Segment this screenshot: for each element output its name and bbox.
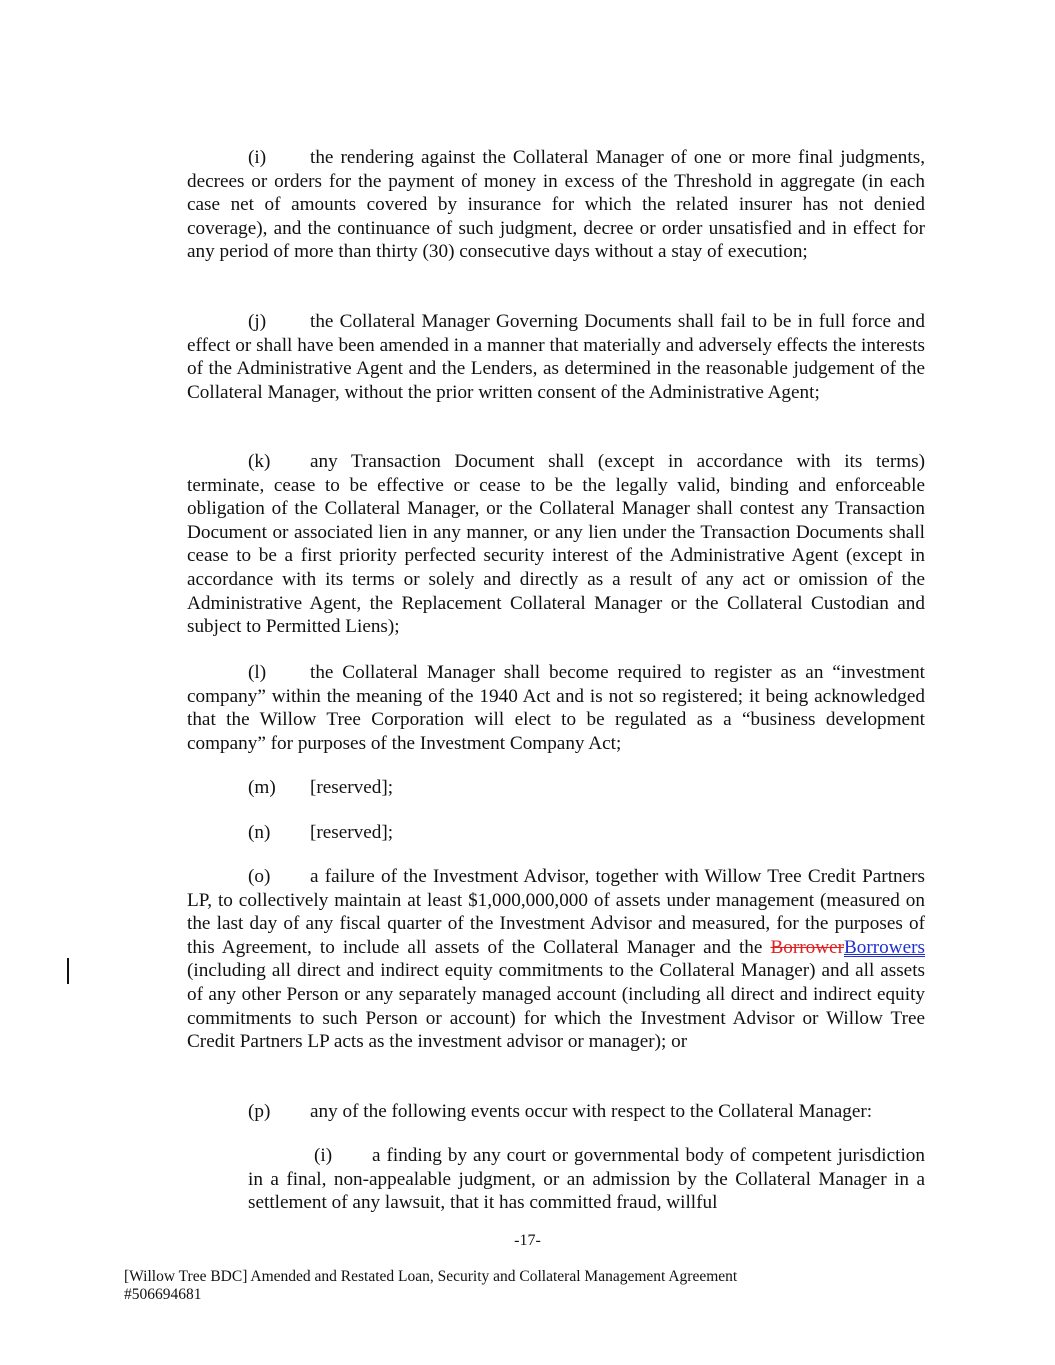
clause-text: any Transaction Document shall (except in accordance with its terms) terminate, cease to be effective or cease to be the legally valid, binding and enforceable obligation of the Collateral Manager, or the Collateral Manager shall contest any Transaction Document or associated lien in any manner, or any lien under the Transaction Documents shall cease to be a first priority perfected security interest of the Administrative Agent (except in accordance with its terms or solely and directly as a result of any act or omission of the Administrative Agent, the Replacement Collateral Manager or the Collateral Custodian and subject to Permitted Liens); [187, 451, 925, 638]
clause-text: the Collateral Manager shall become required to register as an “investment company” within the meaning of the 1940 Act and is not so registered; it being acknowledged that the Willow Tree Corporation will elect to be regulated as a “business development company” for purposes of the Investment Company Act; [187, 662, 925, 754]
clause-p [248, 1100, 872, 1124]
change-bar-marker [67, 958, 69, 984]
clause-text: the rendering against the Collateral Manager of one or more final judgments, decrees or orders for the payment of money in excess of the Threshold in aggregate (in each case net of amounts covered by insurance for which the related insurer has not denied coverage), and the continuance of such judgment, decree or order unsatisfied and in effect for any period of more than thirty (30) consecutive days without a stay of execution; [187, 147, 925, 263]
page-number: -17- [514, 1232, 541, 1249]
clause-text: [reserved]; [310, 777, 394, 798]
clause-m [248, 776, 393, 800]
clause-label: (i) [314, 1145, 333, 1166]
clause-j [187, 310, 925, 404]
clause-text: any of the following events occur with respect to the Collateral Manager: [310, 1101, 873, 1122]
clause-label: (n) [248, 822, 271, 843]
clause-label: (m) [248, 777, 276, 798]
clause-label: (p) [248, 1101, 271, 1122]
footer [124, 1268, 737, 1304]
clause-text-before: a failure of the Investment Advisor, together with Willow Tree Credit Partners LP, to collectively maintain at least $1,000,000,000 of assets under management (measured on the last day of any fiscal quarter of the Investment Advisor and measured, for the purposes of this Agreement, to include all assets of the Collateral Manager and the [187, 866, 925, 958]
clause-l [187, 661, 925, 755]
clause-n [248, 821, 393, 845]
footer-doc-id: #506694681 [124, 1286, 202, 1303]
footer-title: [Willow Tree BDC] Amended and Restated Loan, Security and Collateral Management Agreement [124, 1268, 738, 1285]
clause-k [187, 450, 925, 639]
clause-text-after: (including all direct and indirect equity commitments to the Collateral Manager) and all assets of any other Person or any separately managed account (including all direct and indirect equity commitments to such Person or account) for which the Investment Advisor or Willow Tree Credit Partners LP acts as the investment advisor or manager); or [187, 960, 925, 1053]
clause-text: the Collateral Manager Governing Documents shall fail to be in full force and effect or shall have been amended in a manner that materially and adversely effects the interests of the Administrative Agent and the Lenders, as determined in the reasonable judgement of the Collateral Manager, without the prior written consent of the Administrative Agent; [187, 311, 925, 403]
tracked-deletion: Borrower [770, 936, 844, 958]
subclause-p-i [248, 1144, 925, 1215]
clause-label: (l) [248, 662, 267, 683]
clause-i [187, 146, 925, 264]
clause-text: a finding by any court or governmental body of competent jurisdiction in a final, non-appealable judgment, or an admission by the Collateral Manager in a settlement of any lawsuit, that it has committed fraud, willful [248, 1145, 925, 1214]
clause-label: (k) [248, 451, 271, 472]
clause-label: (i) [248, 147, 267, 168]
clause-label: (o) [248, 866, 271, 887]
clause-text: [reserved]; [310, 822, 394, 843]
clause-o [187, 865, 925, 1054]
clause-label: (j) [248, 311, 267, 332]
tracked-insertion: Borrowers [844, 936, 925, 958]
